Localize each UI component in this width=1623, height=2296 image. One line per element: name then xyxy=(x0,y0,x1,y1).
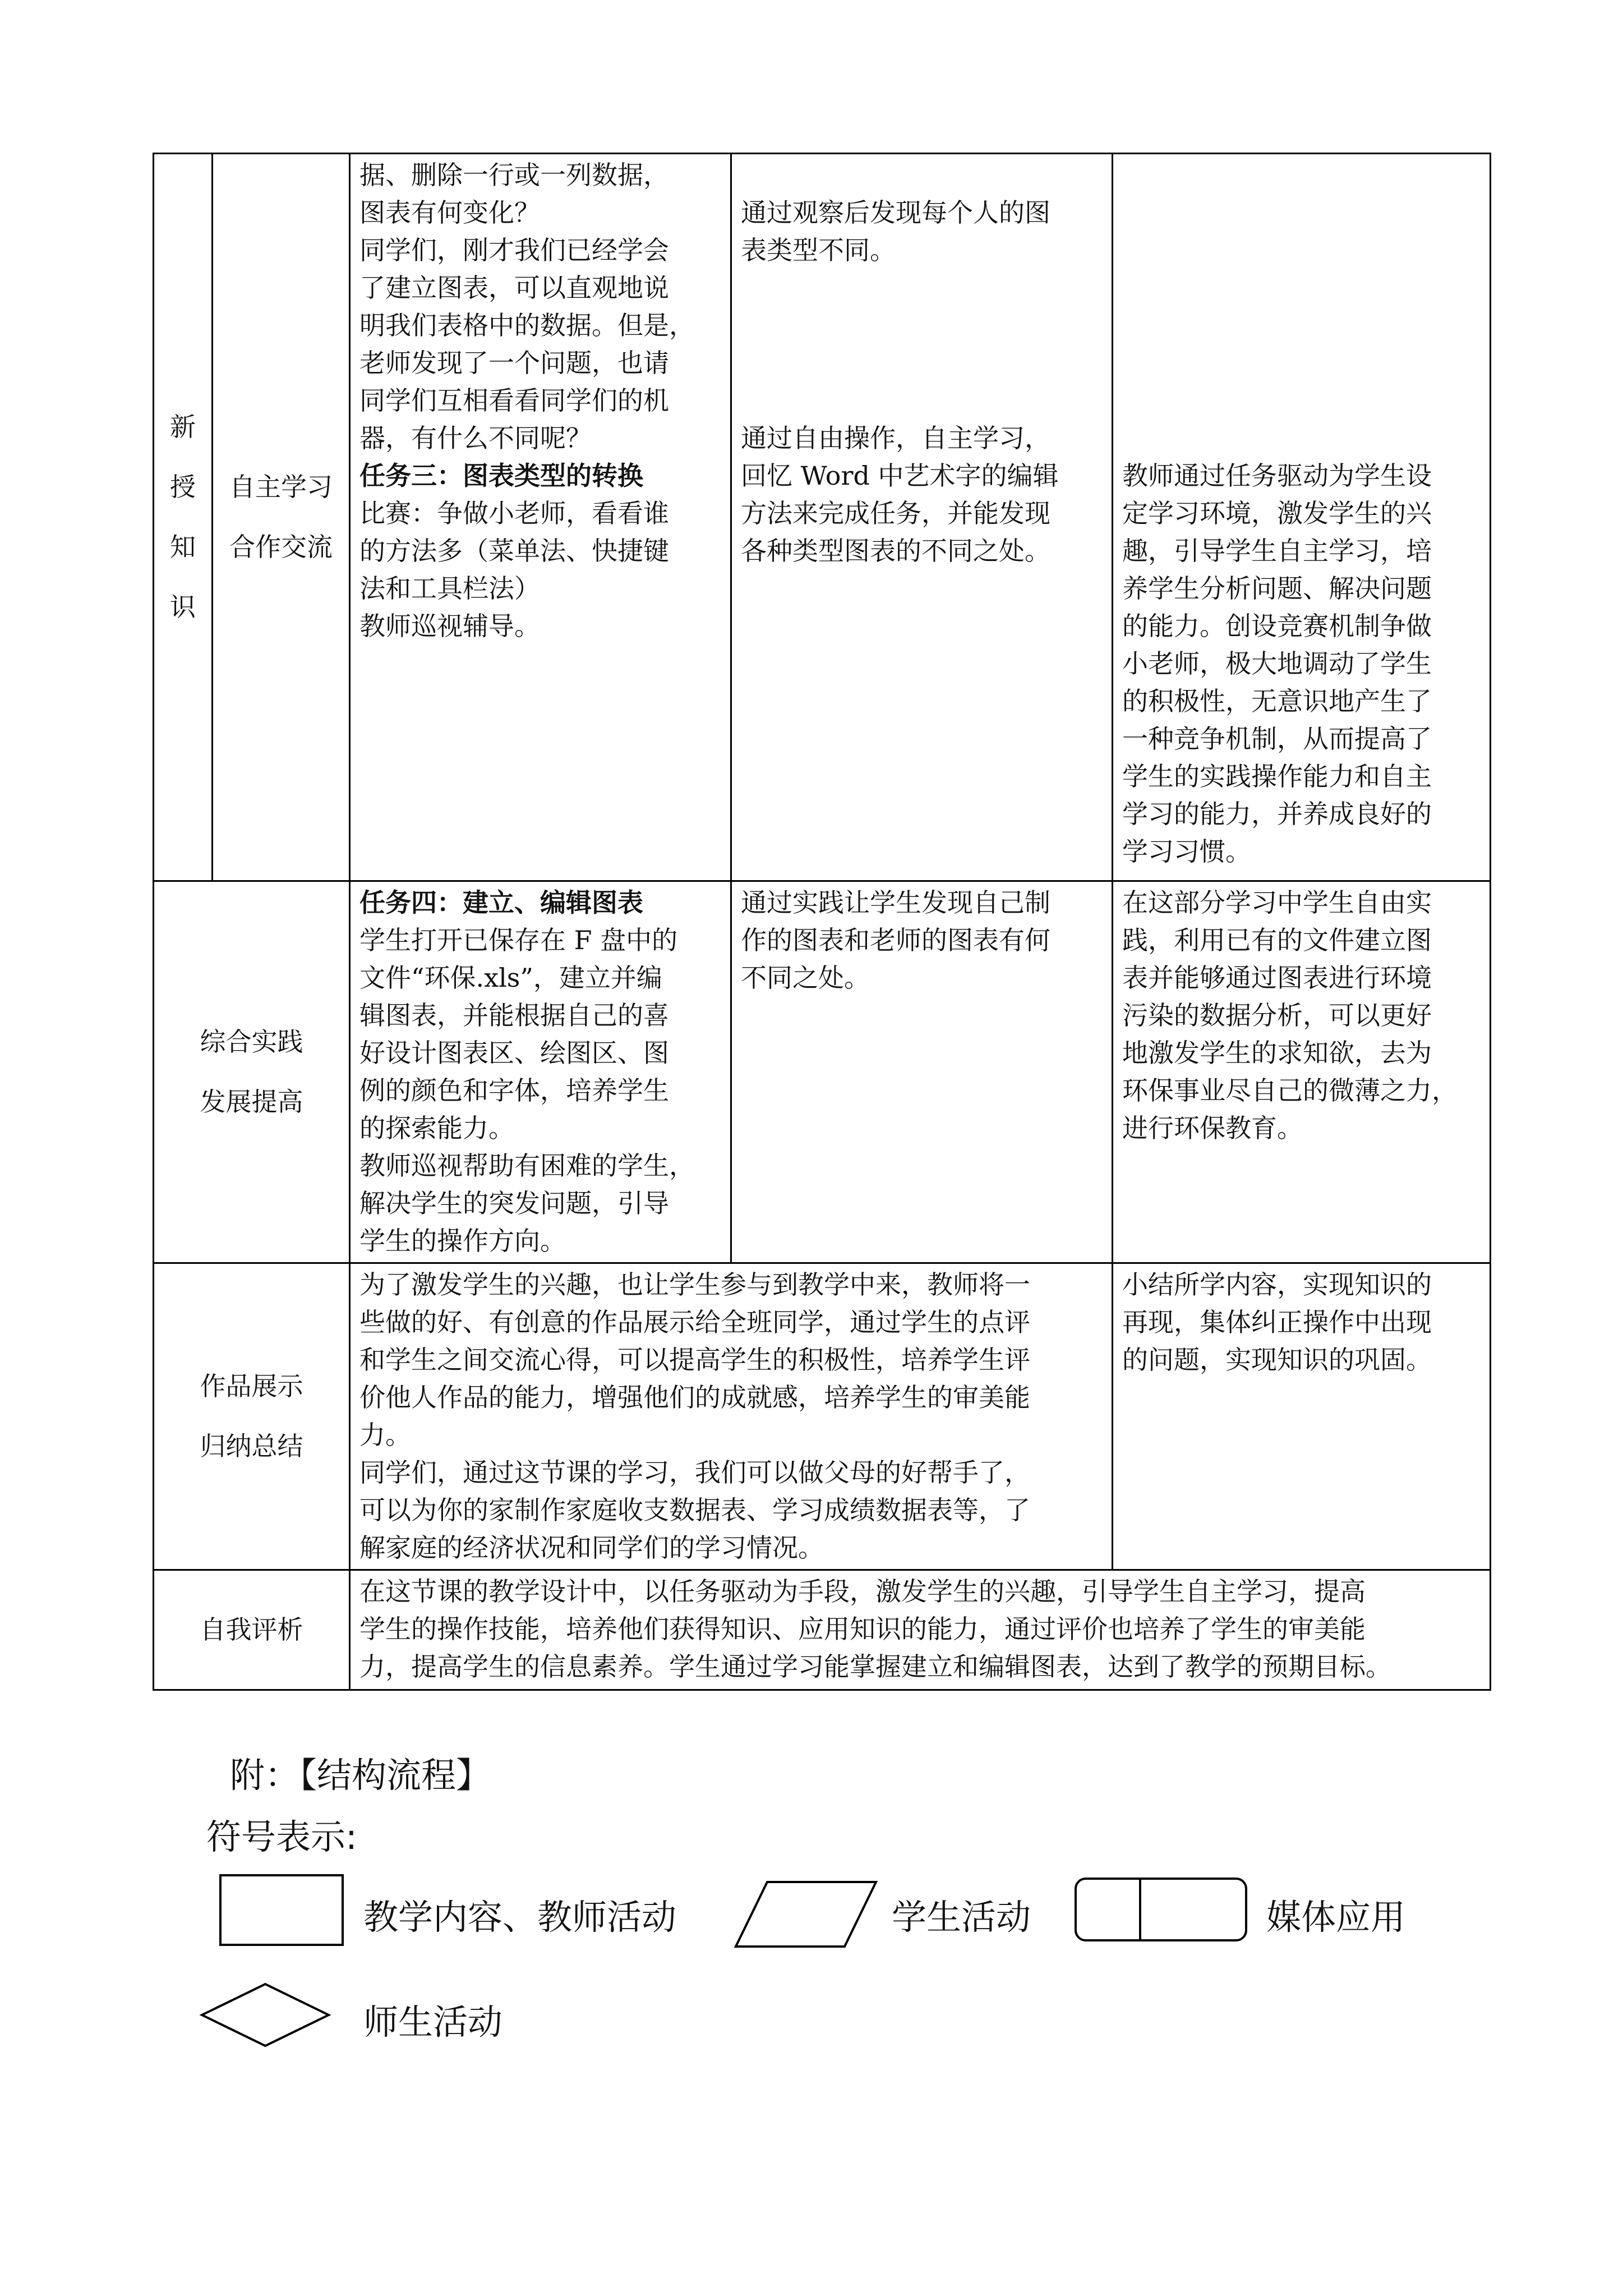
text-line: 在这节课的教学设计中，以任务驱动为手段，激发学生的兴趣，引导学生自主学习，提高 xyxy=(359,1576,1366,1607)
category-char: 知 xyxy=(170,532,196,562)
text-line: 各种类型图表的不同之处。 xyxy=(741,536,1050,566)
table-row xyxy=(154,1570,1491,1690)
stage-line: 自我评析 xyxy=(200,1614,303,1645)
category-char: 授 xyxy=(170,472,196,502)
stage-line: 合作交流 xyxy=(229,532,333,562)
text-line: 学习的能力，并养成良好的 xyxy=(1122,799,1432,829)
text-line: 文件“环保.xls”，建立并编 xyxy=(359,963,662,993)
design-intent-cell xyxy=(1113,1263,1491,1570)
text-line: 表并能够通过图表进行环境 xyxy=(1122,963,1432,993)
stage-line: 作品展示 xyxy=(200,1371,303,1401)
text-line: 解决学生的突发问题，引导 xyxy=(359,1188,669,1218)
design-intent-cell xyxy=(1113,154,1491,881)
text-line: 作的图表和老师的图表有何 xyxy=(741,925,1050,955)
task-title: 任务四：建立、编辑图表 xyxy=(359,887,643,918)
legend-label-parallelogram: 学生活动 xyxy=(892,1897,1031,1938)
appendix-title: 附：【结构流程】 xyxy=(230,1755,491,1796)
parallelogram-symbol xyxy=(736,1882,876,1947)
text-line: 地激发学生的求知欲，去为 xyxy=(1122,1038,1432,1068)
text-line: 不同之处。 xyxy=(741,963,870,993)
design-intent-cell xyxy=(1113,881,1491,1263)
text-line: 力，提高学生的信息素养。学生通过学习能掌握建立和编辑图表，达到了教学的预期目标。 xyxy=(359,1651,1391,1682)
text-line: 的能力。创设竞赛机制争做 xyxy=(1122,611,1432,641)
stage-cell xyxy=(154,1263,350,1570)
text-line: 价他人作品的能力，增强他们的成就感，培养学生的审美能 xyxy=(359,1382,1030,1412)
legend-label-diamond: 师生活动 xyxy=(363,2001,503,2042)
table-row xyxy=(154,154,1491,881)
teacher-activity-cell xyxy=(350,881,731,1263)
text-line: 养学生分析问题、解决问题 xyxy=(1122,573,1432,604)
text-line: 据、删除一行或一列数据， xyxy=(359,160,669,190)
text-line: 同学们，刚才我们已经学会 xyxy=(359,235,669,265)
text-line: 践，利用已有的文件建立图 xyxy=(1122,925,1432,955)
legend-label-media: 媒体应用 xyxy=(1266,1897,1406,1938)
category-cell xyxy=(154,154,213,881)
text-line: 在这部分学习中学生自由实 xyxy=(1122,887,1432,918)
media-symbol xyxy=(1076,1879,1246,1940)
text-line: 可以为你的家制作家庭收支数据表、学习成绩数据表等，了 xyxy=(359,1495,1030,1525)
spacer xyxy=(741,157,1103,194)
text-line: 同学们互相看看同学们的机 xyxy=(359,385,669,416)
student-activity-cell xyxy=(731,881,1113,1263)
text-line: 学生的操作方向。 xyxy=(359,1226,566,1256)
text-line: 了建立图表，可以直观地说 xyxy=(359,273,669,303)
text-line: 些做的好、有创意的作品展示给全班同学，通过学生的点评 xyxy=(359,1307,1030,1337)
text-line: 和学生之间交流心得，可以提高学生的积极性，培养学生评 xyxy=(359,1345,1030,1375)
text-line: 例的颜色和字体，培养学生 xyxy=(359,1075,669,1106)
stage-line: 发展提高 xyxy=(200,1087,303,1117)
text-line: 小老师，极大地调动了学生 xyxy=(1122,648,1432,679)
teacher-activity-cell xyxy=(350,154,731,881)
legend-label-rectangle: 教学内容、教师活动 xyxy=(363,1897,677,1938)
text-line: 力。 xyxy=(359,1420,411,1450)
table-row xyxy=(154,1263,1491,1570)
text-line: 环保事业尽自己的微薄之力， xyxy=(1122,1075,1458,1106)
text-line: 一种竞争机制，从而提高了 xyxy=(1122,724,1432,754)
text-line: 的积极性，无意识地产生了 xyxy=(1122,686,1432,716)
spacer xyxy=(741,269,1103,420)
category-char: 识 xyxy=(170,592,196,622)
text-line: 图表有何变化？ xyxy=(359,197,540,228)
lesson-plan-table xyxy=(153,153,1491,1691)
text-line: 明我们表格中的数据。但是， xyxy=(359,310,695,341)
text-line: 好设计图表区、绘图区、图 xyxy=(359,1038,669,1068)
text-line: 教师巡视辅导。 xyxy=(359,611,540,641)
stage-cell xyxy=(213,154,350,881)
text-line: 法和工具栏法） xyxy=(359,573,540,604)
text-line: 学生的实践操作能力和自主 xyxy=(1122,761,1432,792)
stage-cell xyxy=(154,881,350,1263)
text-line: 器，有什么不同呢？ xyxy=(359,423,592,453)
text-line: 老师发现了一个问题，也请 xyxy=(359,348,669,378)
category-char: 新 xyxy=(170,412,196,442)
text-line: 通过自由操作，自主学习， xyxy=(741,423,1050,453)
spacer xyxy=(1122,157,1481,457)
text-line: 通过实践让学生发现自己制 xyxy=(741,887,1050,918)
text-line: 进行环保教育。 xyxy=(1122,1113,1303,1143)
stage-line: 归纳总结 xyxy=(200,1431,303,1461)
text-line: 污染的数据分析，可以更好 xyxy=(1122,1000,1432,1030)
reflection-cell xyxy=(350,1570,1491,1690)
text-line: 表类型不同。 xyxy=(741,235,896,265)
task-title: 任务三：图表类型的转换 xyxy=(359,461,643,491)
text-line: 为了激发学生的兴趣，也让学生参与到教学中来，教师将一 xyxy=(359,1269,1030,1300)
stage-line: 综合实践 xyxy=(200,1027,303,1057)
text-line: 教师巡视帮助有困难的学生， xyxy=(359,1151,695,1181)
symbol-intro: 符号表示: xyxy=(206,1816,357,1857)
text-line: 通过观察后发现每个人的图 xyxy=(741,197,1050,228)
text-line: 辑图表，并能根据自己的喜 xyxy=(359,1000,669,1030)
text-line: 学生打开已保存在 F 盘中的 xyxy=(359,925,678,955)
text-line: 的问题，实现知识的巩固。 xyxy=(1122,1345,1432,1375)
diamond-symbol xyxy=(202,1984,329,2046)
student-activity-cell xyxy=(731,154,1113,881)
text-line: 同学们，通过这节课的学习，我们可以做父母的好帮手了， xyxy=(359,1457,1030,1488)
activity-cell xyxy=(350,1263,1113,1570)
text-line: 趣，引导学生自主学习，培 xyxy=(1122,536,1432,566)
stage-line: 自主学习 xyxy=(229,472,333,502)
text-line: 比赛：争做小老师，看看谁 xyxy=(359,498,669,528)
text-line: 学生的操作技能，培养他们获得知识、应用知识的能力，通过评价也培养了学生的审美能 xyxy=(359,1614,1366,1644)
text-line: 再现，集体纠正操作中出现 xyxy=(1122,1307,1432,1337)
text-line: 定学习环境，激发学生的兴 xyxy=(1122,498,1432,528)
text-line: 小结所学内容，实现知识的 xyxy=(1122,1269,1432,1300)
text-line: 学习习惯。 xyxy=(1122,836,1251,867)
text-line: 的方法多（菜单法、快捷键 xyxy=(359,536,669,566)
rectangle-symbol xyxy=(220,1875,343,1945)
text-line: 方法来完成任务，并能发现 xyxy=(741,498,1050,528)
stage-cell xyxy=(154,1570,350,1690)
text-line: 教师通过任务驱动为学生设 xyxy=(1122,461,1432,491)
text-line: 解家庭的经济状况和同学们的学习情况。 xyxy=(359,1533,824,1563)
table-row xyxy=(154,881,1491,1263)
text-line: 回忆 Word 中艺术字的编辑 xyxy=(741,461,1059,491)
text-line: 的探索能力。 xyxy=(359,1113,514,1143)
